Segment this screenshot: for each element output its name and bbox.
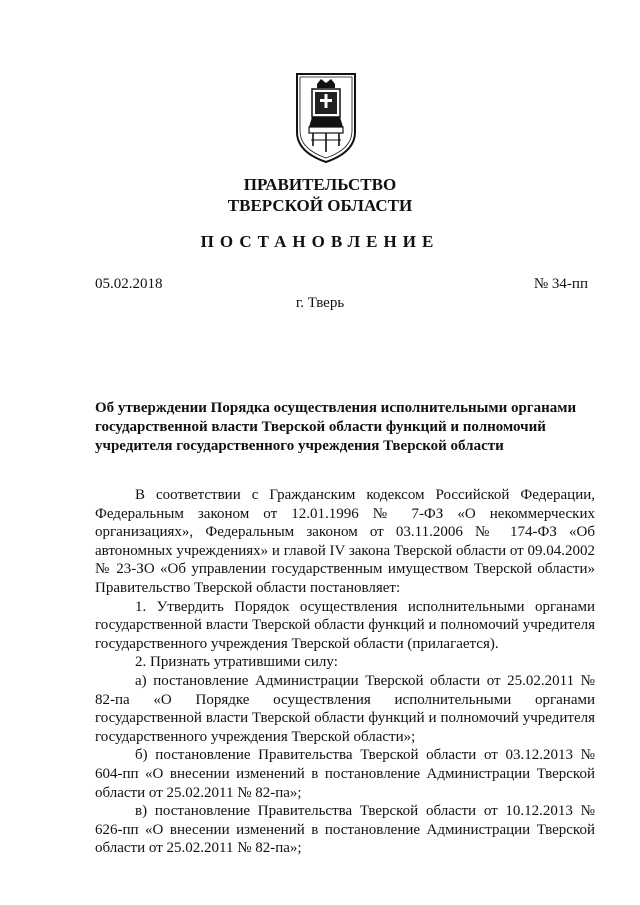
body-paragraph: в) постановление Правительства Тверской области от 10.12.2013 № 626-пп «О внесении изменений в постановление Администрации Тверской области от 25.02.2011 № 82-па»;	[95, 803, 595, 857]
body-paragraph: 1. Утвердить Порядок осуществления исполнительными органами государственной власти Тверской области функций и полномочий учредителя государственного учреждения Тверской области (прилагается).	[95, 598, 595, 652]
tver-coat-of-arms-emblem	[295, 72, 357, 164]
document-type: ПОСТАНОВЛЕНИЕ	[200, 232, 440, 251]
organization-name-line2: ТВЕРСКОЙ ОБЛАСТИ	[227, 196, 413, 215]
organization-name-line1: ПРАВИТЕЛЬСТВО	[243, 175, 397, 194]
document-title: Об утверждении Порядка осуществления исполнительными органами государственной власти Тверской области функций и полномочий учредителя государственного учреждения Тверской области	[95, 400, 577, 454]
body-paragraph: а) постановление Администрации Тверской области от 25.02.2011 № 82-па «О Порядке осуществления исполнительными органами государственной власти Тверской области функций и полномочий учредителя государственного учреждения Тверской области»;	[95, 672, 595, 745]
document-body	[95, 486, 595, 858]
body-paragraph: 2. Признать утратившими силу:	[135, 654, 338, 671]
body-paragraph: В соответствии с Гражданским кодексом Российской Федерации, Федеральным законом от 12.01.1996 № 7-ФЗ «О некоммерческих организациях», Федеральным законом от 03.11.2006 № 174-ФЗ «Об автономных учреждениях» и главой IV закона Тверской области от 09.04.2002 № 23-ЗО «Об управлении государственным имуществом Тверской области» Правительство Тверской области постановляет:	[95, 487, 595, 596]
document-number: № 34-пп	[533, 276, 588, 292]
document-city: г. Тверь	[295, 295, 345, 311]
body-paragraph: б) постановление Правительства Тверской области от 03.12.2013 № 604-пп «О внесении изменений в постановление Администрации Тверской области от 25.02.2011 № 82-па»;	[95, 747, 595, 801]
document-date: 05.02.2018	[95, 276, 163, 292]
